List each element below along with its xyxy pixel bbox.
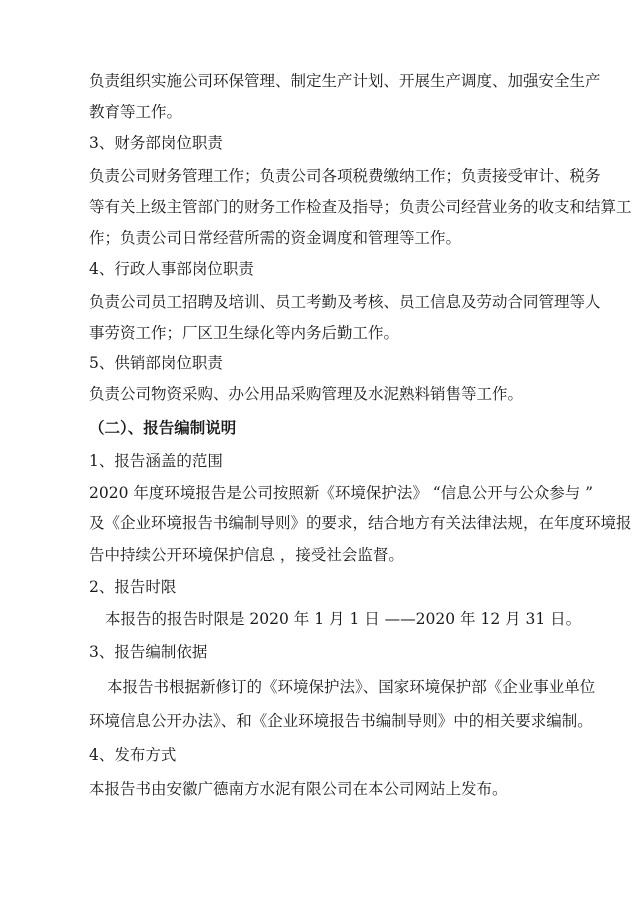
scope-line-3: 告中持续公开环境保护信息 ，接受社会监督。 [89, 546, 404, 564]
basis-line-1: 本报告书根据新修订的《环境保护法》、国家环境保护部《企业事业单位 [107, 678, 596, 696]
hr-line-2: 事劳资工作；厂区卫生绿化等内务后勤工作。 [89, 324, 400, 342]
finance-line-1: 负责公司财务管理工作；负责公司各项税费缴纳工作；负责接受审计、税务 [89, 167, 601, 185]
finance-line-2: 等有关上级主管部门的财务工作检查及指导；负责公司经营业务的收支和结算工 [89, 198, 632, 216]
report-section-title: （二）、报告编制说明 [89, 419, 237, 437]
supply-line-1: 负责公司物资采购、办公用品采购管理及水泥熟料销售等工作。 [89, 385, 524, 403]
production-duty-line-1: 负责组织实施公司环保管理、制定生产计划、开展生产调度、加强安全生产 [89, 72, 601, 90]
hr-line-1: 负责公司员工招聘及培训、员工考勤及考核、员工信息及劳动合同管理等人 [89, 293, 601, 311]
scope-line-2: 及《企业环境报告书编制导则》的要求，结合地方有关法律法规，在年度环境报 [89, 514, 632, 532]
scope-heading: 1、报告涵盖的范围 [89, 452, 223, 470]
basis-heading: 3、报告编制依据 [89, 643, 208, 661]
finance-heading: 3、财务部岗位职责 [89, 134, 223, 152]
publish-heading: 4、发布方式 [89, 746, 177, 764]
production-duty-line-2: 教育等工作。 [89, 103, 183, 121]
basis-line-2: 环境信息公开办法》、和《企业环境报告书编制导则》中的相关要求编制。 [89, 712, 593, 730]
publish-line-1: 本报告书由安徽广德南方水泥有限公司在本公司网站上发布。 [89, 780, 508, 798]
finance-line-3: 作；负责公司日常经营所需的资金调度和管理等工作。 [89, 229, 462, 247]
period-heading: 2、报告时限 [89, 578, 177, 596]
period-line-1: 本报告的报告时限是 2020 年 1 月 1 日 ——2020 年 12 月 31 日。 [105, 610, 582, 628]
supply-heading: 5、供销部岗位职责 [89, 354, 223, 372]
hr-heading: 4、行政人事部岗位职责 [89, 260, 254, 278]
scope-line-1: 2020 年度环境报告是公司按照新《环境保护法》 “信息公开与公众参与 ” [89, 484, 594, 502]
